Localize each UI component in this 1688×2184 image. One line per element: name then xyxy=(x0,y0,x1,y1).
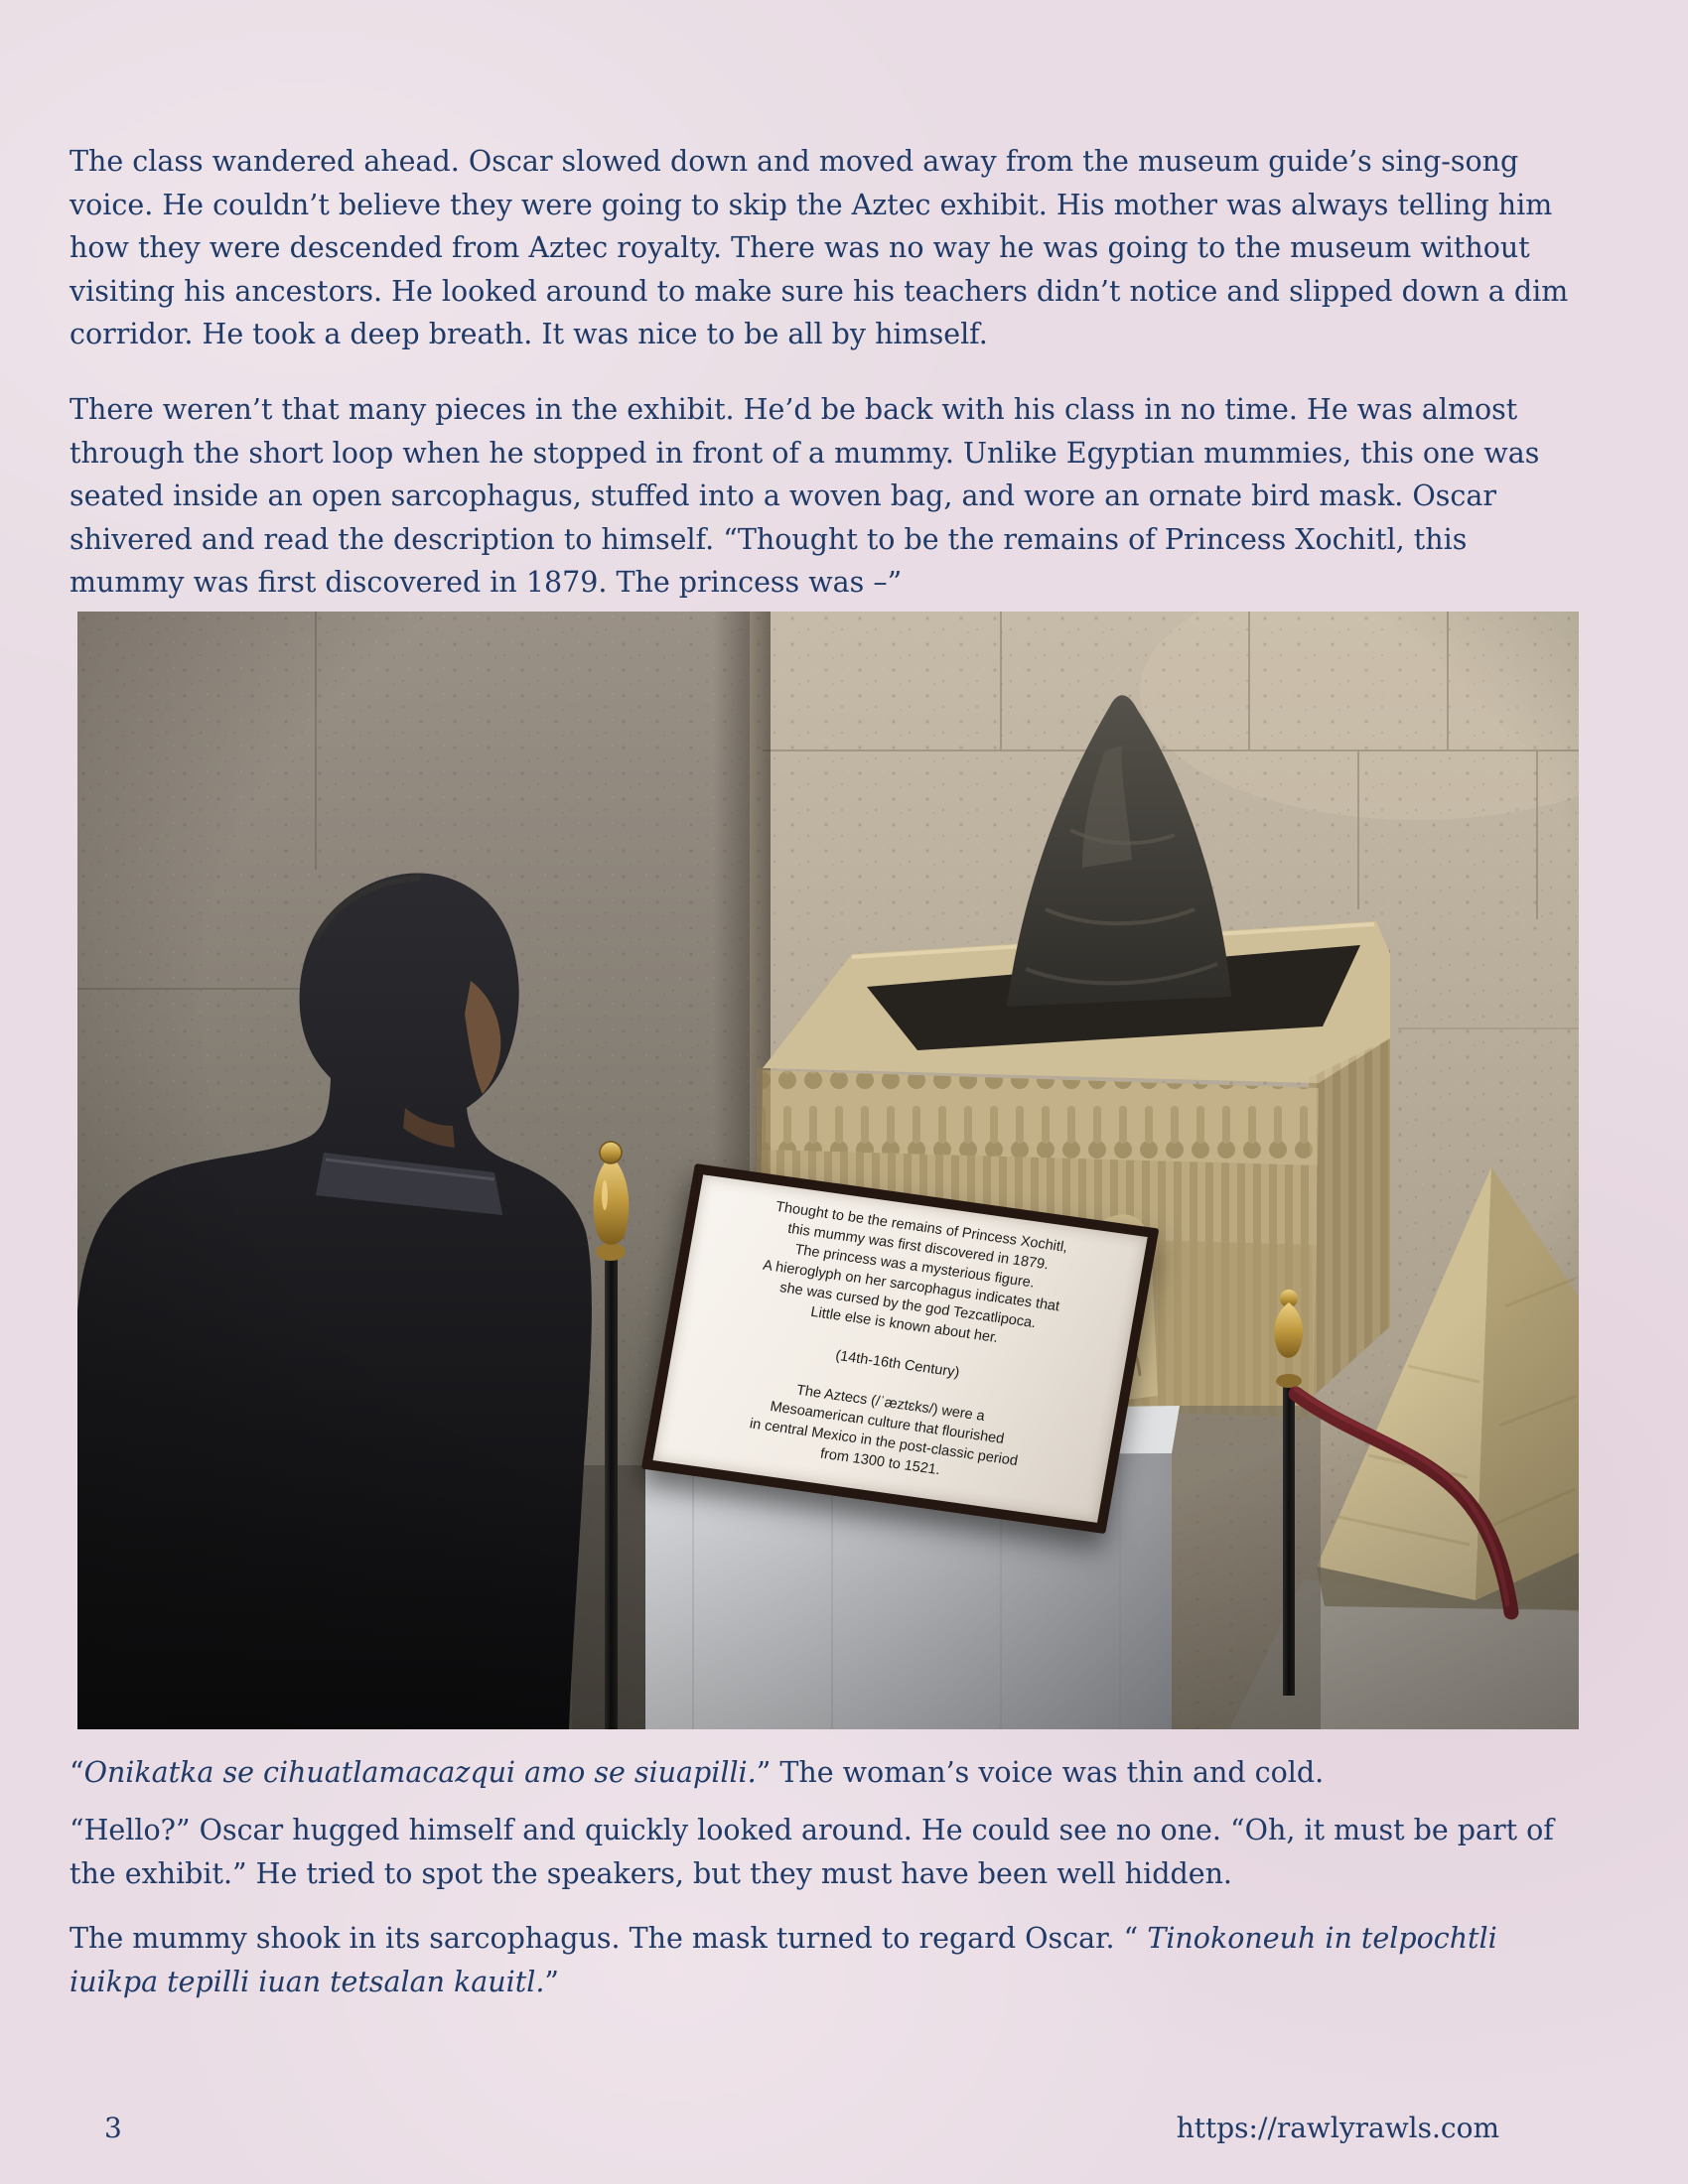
story-paragraph-2: There weren’t that many pieces in the exhibit. He’d be back with his class in no time. He was almost through the short loop when he stopped in front of a mummy. Unlike Egyptian mummies, this one was seated inside an open sarcophagus, stuffed into a woven bag, and wore an ornate bird mask. Oscar shivered and read the description to himself. “Thought to be the remains of Princess Xochitl, this mummy was first discovered in 1879. The princess was –” xyxy=(70,393,1540,599)
story-paragraph-1: The class wandered ahead. Oscar slowed down and moved away from the museum guide’s sing-song voice. He couldn’t believe they were going to skip the Aztec exhibit. His mother was always telling him how they were descended from Aztec royalty. There was no way he was going to the museum without visiting his ancestors. He looked around to make sure his teachers didn’t notice and slipped down a dim corridor. He took a deep breath. It was nice to be all by himself. xyxy=(70,145,1569,350)
page-number: 3 xyxy=(104,2112,122,2144)
nahuatl-phrase-2: Tinokoneuh in telpochtli iuikpa tepilli iuan tetsalan kauitl. xyxy=(70,1922,1497,1998)
exhibit-placard xyxy=(641,1163,1160,1534)
story-paragraph-3 xyxy=(70,1751,1584,1795)
story-paragraph-5 xyxy=(70,1917,1584,2003)
quote-open: “ xyxy=(70,1756,84,1789)
quote-close: ” xyxy=(544,1965,559,1998)
site-url-link[interactable]: https://rawlyrawls.com xyxy=(1176,2112,1499,2144)
museum-scene-illustration xyxy=(77,612,1579,1729)
museum-exhibit-photo xyxy=(77,612,1579,1729)
exhibit-placard-text: Thought to be the remains of Princess Xochitl, this mummy was first discovered in 1879. The princess was a mysterious figure. A hieroglyph on her sarcophagus indicates that she was cursed by the god Tezcatlipoca. Little else is known about her. (14th-16th Century) The Aztecs (/ˈæztɛks/) were a Mesoamerican culture that flourished in central Mexico in the post-classic period from 1300 to 1521. xyxy=(748,1198,1069,1479)
nahuatl-phrase-1: Onikatka se cihuatlamacazqui amo se siuapilli. xyxy=(83,1756,757,1789)
story-paragraph-4: “Hello?” Oscar hugged himself and quickly looked around. He could see no one. “Oh, it must be part of the exhibit.” He tried to spot the speakers, but they must have been well hidden. xyxy=(70,1814,1554,1890)
paragraph-5-lead: The mummy shook in its sarcophagus. The mask turned to regard Oscar. “ xyxy=(70,1922,1148,1955)
paragraph-3-rest: ” The woman’s voice was thin and cold. xyxy=(756,1756,1325,1789)
